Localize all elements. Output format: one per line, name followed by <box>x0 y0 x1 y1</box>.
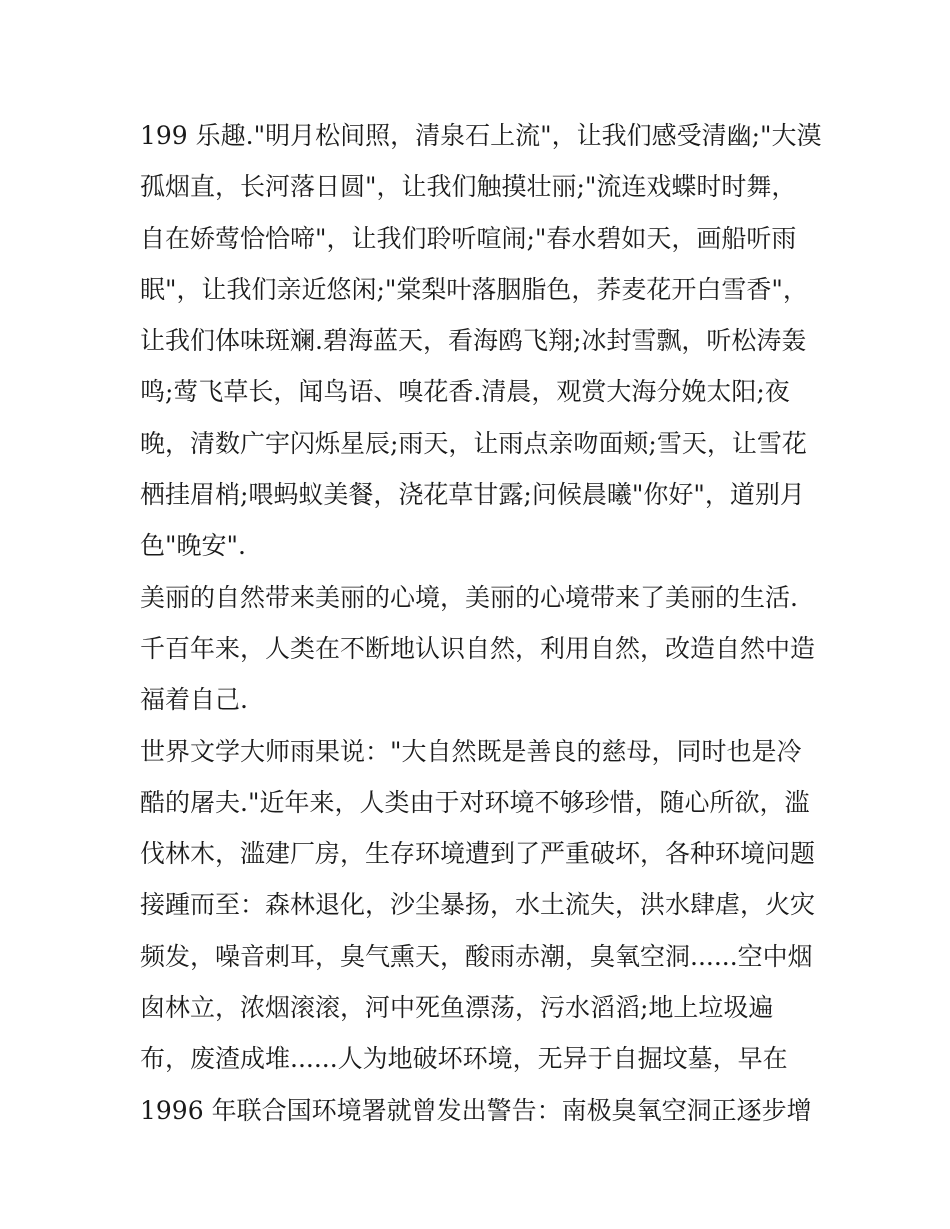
text-line: 色"晚安". <box>140 531 246 561</box>
text-line: 让我们体味斑斓.碧海蓝天，看海鸥飞翔;冰封雪飘，听松涛轰 <box>140 326 807 356</box>
text-line: 眠"，让我们亲近悠闲;"棠梨叶落胭脂色，荞麦花开白雪香"， <box>140 274 808 304</box>
text-line: 伐林木，滥建厂房，生存环境遭到了严重破坏，各种环境问题 <box>140 839 816 869</box>
text-line: 布，废渣成堆......人为地破坏环境，无异于自掘坟墓，早在 <box>140 1044 788 1074</box>
text-line: 1996 年联合国环境署就曾发出警告：南极臭氧空洞正逐步增 <box>140 1095 812 1125</box>
body-text <box>140 110 830 1136</box>
text-line: 栖挂眉梢;喂蚂蚁美餐，浇花草甘露;问候晨曦"你好"，道别月 <box>140 480 805 510</box>
text-line: 美丽的自然带来美丽的心境，美丽的心境带来了美丽的生活. <box>140 582 798 612</box>
text-line: 鸣;莺飞草长，闻鸟语、嗅花香.清晨，观赏大海分娩太阳;夜 <box>140 377 790 407</box>
text-line: 世界文学大师雨果说："大自然既是善良的慈母，同时也是冷 <box>140 736 802 766</box>
text-line: 千百年来，人类在不断地认识自然，利用自然，改造自然中造 <box>140 633 816 663</box>
text-line: 199 乐趣."明月松间照，清泉石上流"，让我们感受清幽;"大漠 <box>140 121 822 150</box>
text-line: 频发，噪音刺耳，臭气熏天，酸雨赤潮，臭氧空洞......空中烟 <box>140 941 813 971</box>
text-line: 孤烟直，长河落日圆"，让我们触摸壮丽;"流连戏蝶时时舞， <box>140 172 797 202</box>
text-line: 晚，清数广宇闪烁星辰;雨天，让雨点亲吻面颊;雪天，让雪花 <box>140 428 807 458</box>
text-line: 自在娇莺恰恰啼"，让我们聆听喧闹;"春水碧如天，画船听雨 <box>140 223 797 253</box>
text-line: 囱林立，浓烟滚滚，河中死鱼漂荡，污水滔滔;地上垃圾遍 <box>140 993 774 1023</box>
text-line: 福着自己. <box>140 685 248 715</box>
text-line: 酷的屠夫."近年来，人类由于对环境不够珍惜，随心所欲，滥 <box>140 787 810 817</box>
text-line: 接踵而至：森林退化，沙尘暴扬，水土流失，洪水肆虐，火灾 <box>140 890 816 920</box>
